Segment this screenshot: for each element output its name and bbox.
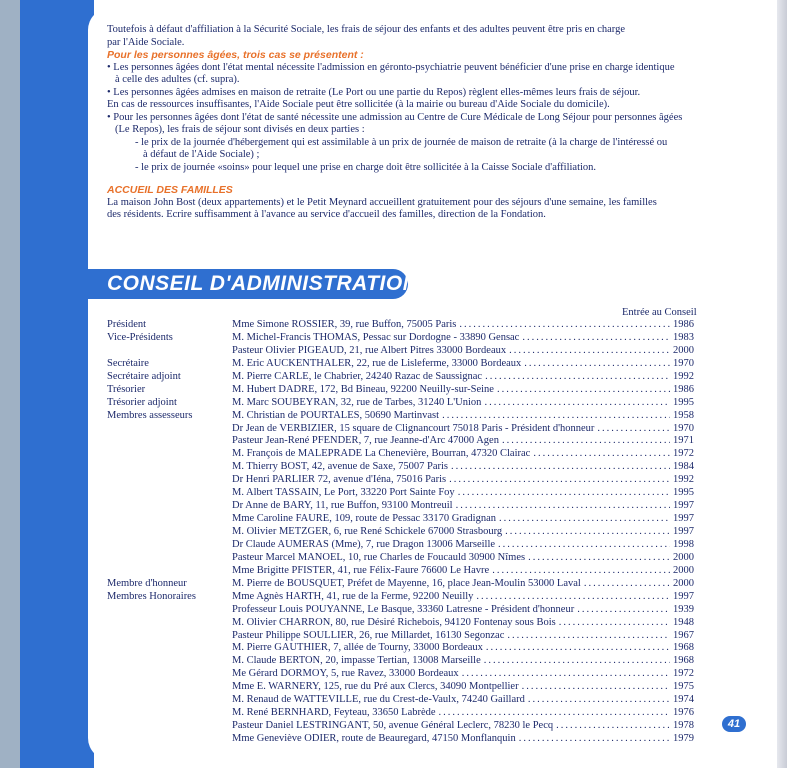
- member-name: Dr Jean de VERBIZIER, 15 square de Clignancourt 75018 Paris - Président d'honneur: [232, 422, 595, 434]
- bullet-text: • Pour les personnes âgées dont l'état de santé nécessite une admission au Centre de Cure Médicale de Long Séjour pour personnes âgées: [107, 111, 683, 123]
- role-label: Membres assesseurs: [107, 409, 193, 421]
- member-name: M. Pierre GAUTHIER, 7, allée de Tourny, 33000 Bordeaux: [232, 642, 483, 654]
- leader-dots: [486, 642, 670, 653]
- member-row: [232, 552, 694, 565]
- member-year: 1995: [673, 396, 694, 408]
- member-name: M. Eric AUCKENTHALER, 22, rue de Lisleferme, 33000 Bordeaux: [232, 357, 522, 369]
- member-year: 1979: [673, 733, 694, 744]
- member-year: 1968: [673, 655, 694, 667]
- role-label: Membre d'honneur: [107, 578, 187, 589]
- leader-dots: [519, 733, 670, 744]
- member-row: [232, 345, 694, 358]
- intro-text: Toutefois à défaut d'affiliation à la Sécurité Sociale, les frais de séjour des enfants et des adultes peuvent être pris en charge: [107, 24, 625, 35]
- leader-dots: [507, 630, 670, 641]
- member-row: [232, 513, 694, 526]
- member-row: [232, 474, 694, 487]
- member-row: [232, 461, 694, 474]
- member-year: 2000: [673, 577, 694, 589]
- role-label: Secrétaire adjoint: [107, 370, 181, 382]
- heading-accueil-familles: ACCUEIL DES FAMILLES: [107, 184, 233, 196]
- member-year: 1976: [673, 707, 694, 719]
- intro-section: [107, 24, 717, 222]
- member-name: Pasteur Olivier PIGEAUD, 21, rue Albert Pitres 33000 Bordeaux: [232, 344, 507, 356]
- member-year: 1992: [673, 370, 694, 382]
- familles-text: des résidents. Ecrire suffisamment à l'avance au service d'accueil des familles, direction de la Fondation.: [107, 209, 546, 220]
- member-row: [232, 397, 694, 410]
- member-row: [232, 655, 694, 668]
- intro-text: par l'Aide Sociale.: [107, 36, 185, 48]
- member-name: Dr Anne de BARY, 11, rue Buffon, 93100 Montreuil: [232, 500, 453, 512]
- member-row: [232, 604, 694, 617]
- member-year: 1972: [673, 448, 694, 460]
- leader-dots: [484, 655, 670, 666]
- member-year: 1983: [673, 331, 694, 343]
- leader-dots: [459, 319, 670, 330]
- member-year: 1992: [673, 474, 694, 486]
- leader-dots: [524, 358, 670, 369]
- member-year: 1997: [673, 513, 694, 525]
- member-year: 1995: [673, 487, 694, 499]
- member-name: M. Thierry BOST, 42, avenue de Saxe, 75007 Paris: [232, 461, 448, 473]
- dash-item: à défaut de l'Aide Sociale) ;: [143, 149, 260, 160]
- member-row: [232, 332, 694, 345]
- member-row: [232, 319, 694, 332]
- leader-dots: [522, 681, 670, 692]
- member-name: M. Claude BERTON, 20, impasse Tertian, 13008 Marseille: [232, 655, 481, 667]
- member-row: [232, 565, 694, 578]
- member-year: 2000: [673, 564, 694, 576]
- member-row: [232, 358, 694, 371]
- member-name: Professeur Louis POUYANNE, Le Basque, 33360 Latresne - Président d'honneur: [232, 603, 575, 615]
- member-row: [232, 733, 694, 746]
- leader-dots: [509, 345, 670, 356]
- member-year: 1997: [673, 590, 694, 602]
- member-year: 1975: [673, 681, 694, 693]
- member-name: M. Renaud de WATTEVILLE, rue du Crest-de-Vaulx, 74240 Gaillard: [232, 694, 525, 706]
- member-row: [232, 630, 694, 643]
- member-row: [232, 423, 694, 436]
- member-year: 1997: [673, 500, 694, 512]
- bullet-text: • Les personnes âgées dont l'état mental nécessite l'admission en géronto-psychiatrie peuvent bénéficier d'une prise en charge identique: [107, 61, 675, 73]
- member-year: 1967: [673, 629, 694, 641]
- leader-dots: [559, 617, 670, 628]
- member-year: 1970: [673, 422, 694, 434]
- member-row: [232, 487, 694, 500]
- leader-dots: [577, 604, 670, 615]
- member-name: Pasteur Jean-René PFENDER, 7, rue Jeanne-d'Arc 47000 Agen: [232, 435, 499, 447]
- role-label: Membres Honoraires: [107, 590, 196, 602]
- page-right-edge: [777, 0, 787, 768]
- leader-dots: [492, 565, 670, 576]
- blue-side-band: [20, 0, 94, 768]
- member-name: M. Christian de POURTALES, 50690 Martinvast: [232, 409, 440, 421]
- member-row: [232, 681, 694, 694]
- member-name: M. Pierre de BOUSQUET, Préfet de Mayenne, 16, place Jean-Moulin 53000 Laval: [232, 577, 581, 589]
- leader-dots: [458, 487, 670, 498]
- member-name: M. François de MALEPRADE La Chenevière, Bourran, 47320 Clairac: [232, 448, 531, 460]
- member-year: 1978: [673, 720, 694, 732]
- member-year: 1974: [673, 694, 694, 706]
- member-row: [232, 578, 694, 591]
- member-year: 1998: [673, 538, 694, 550]
- member-name: M. Olivier METZGER, 6, rue René Schickele 67000 Strasbourg: [232, 526, 503, 537]
- member-name: Mme Agnès HARTH, 41, rue de la Ferme, 92200 Neuilly: [232, 590, 474, 602]
- member-year: 1970: [673, 357, 694, 369]
- leader-dots: [449, 474, 670, 485]
- member-row: [232, 642, 694, 655]
- member-name: Mme Brigitte PFISTER, 41, rue Félix-Faure 76600 Le Havre: [232, 564, 490, 576]
- member-year: 1971: [673, 435, 694, 447]
- member-year: 1986: [673, 319, 694, 330]
- leader-dots: [497, 384, 670, 395]
- member-row: [232, 410, 694, 423]
- member-year: 1997: [673, 526, 694, 537]
- leader-dots: [584, 578, 670, 589]
- member-row: [232, 448, 694, 461]
- leader-dots: [462, 668, 670, 679]
- role-label: Trésorier adjoint: [107, 396, 177, 408]
- member-row: [232, 591, 694, 604]
- leader-dots: [485, 371, 670, 382]
- member-name: Dr Henri PARLIER 72, avenue d'Iéna, 75016 Paris: [232, 474, 447, 486]
- role-label: Secrétaire: [107, 357, 149, 369]
- leader-dots: [498, 539, 670, 550]
- member-row: [232, 720, 694, 733]
- member-row: [232, 435, 694, 448]
- familles-text: La maison John Bost (deux appartements) et le Petit Meynard accueillent gratuitement pour des séjours d'une semaine, les familles: [107, 196, 657, 208]
- member-name: Pasteur Philippe SOULLIER, 26, rue Millardet, 16130 Segonzac: [232, 629, 505, 641]
- leader-dots: [439, 707, 670, 718]
- leader-dots: [442, 410, 670, 421]
- leader-dots: [499, 513, 670, 524]
- member-name: Dr Claude AUMERAS (Mme), 7, rue Dragon 13006 Marseille: [232, 538, 496, 550]
- member-row: [232, 526, 694, 539]
- member-year: 1968: [673, 642, 694, 654]
- member-name: Pasteur Daniel LESTRINGANT, 50, avenue Général Leclerc, 78230 le Pecq: [232, 720, 554, 732]
- member-name: M. René BERNHARD, Feyteau, 33650 Labrède: [232, 707, 436, 719]
- leader-dots: [556, 720, 670, 731]
- member-name: Mme Simone ROSSIER, 39, rue Buffon, 75005 Paris: [232, 319, 457, 330]
- bullet-text: à celle des adultes (cf. supra).: [115, 74, 240, 85]
- member-name: M. Pierre CARLE, le Chabrier, 24240 Razac de Saussignac: [232, 370, 483, 382]
- leader-dots: [522, 332, 670, 343]
- member-year: 1984: [673, 461, 694, 473]
- role-label: Vice-Présidents: [107, 331, 173, 343]
- leader-dots: [502, 435, 670, 446]
- role-label: Trésorier: [107, 383, 146, 395]
- member-row: [232, 694, 694, 707]
- member-row: [232, 500, 694, 513]
- member-year: 2000: [673, 551, 694, 563]
- leader-dots: [451, 461, 670, 472]
- leader-dots: [597, 423, 670, 434]
- member-year: 1939: [673, 603, 694, 615]
- member-row: [232, 707, 694, 720]
- page-edge-shadow: [0, 0, 20, 768]
- member-name: M. Michel-Francis THOMAS, Pessac sur Dordogne - 33890 Gensac: [232, 331, 520, 343]
- member-name: M. Hubert DADRE, 172, Bd Bineau, 92200 Neuilly-sur-Seine: [232, 383, 494, 395]
- leader-dots: [505, 526, 670, 537]
- member-name: M. Marc SOUBEYRAN, 32, rue de Tarbes, 31240 L'Union: [232, 396, 482, 408]
- member-name: Mme Geneviève ODIER, route de Beauregard, 47150 Monflanquin: [232, 733, 516, 744]
- member-name: M. Albert TASSAIN, Le Port, 33220 Port Sainte Foy: [232, 487, 455, 499]
- role-label: Président: [107, 319, 147, 330]
- member-row: [232, 539, 694, 552]
- leader-dots: [528, 694, 670, 705]
- dash-item: - le prix de la journée d'hébergement qui est assimilable à un prix de journée de maison de retraite (à la charge de l'intéressé ou: [135, 136, 668, 148]
- dash-item: - le prix de journée «soins» pour lequel une prise en charge doit être sollicitée à la Caisse Sociale d'affiliation.: [135, 161, 597, 173]
- member-year: 1986: [673, 383, 694, 395]
- member-year: 1972: [673, 668, 694, 680]
- bullet-text: (Le Repos), les frais de séjour sont divisés en deux parties :: [115, 124, 365, 135]
- leader-dots: [456, 500, 670, 511]
- member-name: Mme E. WARNERY, 125, rue du Pré aux Clercs, 34090 Montpellier: [232, 681, 519, 693]
- heading-personnes-agees: Pour les personnes âgées, trois cas se présentent :: [107, 49, 364, 61]
- member-row: [232, 617, 694, 630]
- section-title: CONSEIL D'ADMINISTRATION: [107, 272, 419, 295]
- member-year: 2000: [673, 344, 694, 356]
- leader-dots: [484, 397, 670, 408]
- member-row: [232, 384, 694, 397]
- bullet-text: En cas de ressources insuffisantes, l'Aide Sociale peut être sollicitée (à la mairie ou bureau d'Aide Sociale du domicile).: [107, 99, 610, 110]
- page-number: 41: [722, 716, 746, 732]
- leader-dots: [476, 591, 670, 602]
- leader-dots: [533, 448, 670, 459]
- member-name: Mme Caroline FAURE, 109, route de Pessac 33170 Gradignan: [232, 513, 497, 525]
- member-name: M. Olivier CHARRON, 80, rue Désiré Richebois, 94120 Fontenay sous Bois: [232, 616, 556, 628]
- bullet-text: • Les personnes âgées admises en maison de retraite (Le Port ou une partie du Repos) règlent elles-mêmes leurs frais de séjour.: [107, 86, 641, 98]
- leader-dots: [528, 552, 670, 563]
- member-row: [232, 371, 694, 384]
- member-year: 1958: [673, 409, 694, 421]
- member-name: Me Gérard DORMOY, 5, rue Ravez, 33000 Bordeaux: [232, 668, 459, 680]
- members-list: [232, 319, 694, 746]
- member-year: 1948: [673, 616, 694, 628]
- entree-au-conseil-label: Entrée au Conseil: [622, 307, 697, 318]
- member-row: [232, 668, 694, 681]
- member-name: Pasteur Marcel MANOEL, 10, rue Charles de Foucauld 30900 Nîmes: [232, 551, 526, 563]
